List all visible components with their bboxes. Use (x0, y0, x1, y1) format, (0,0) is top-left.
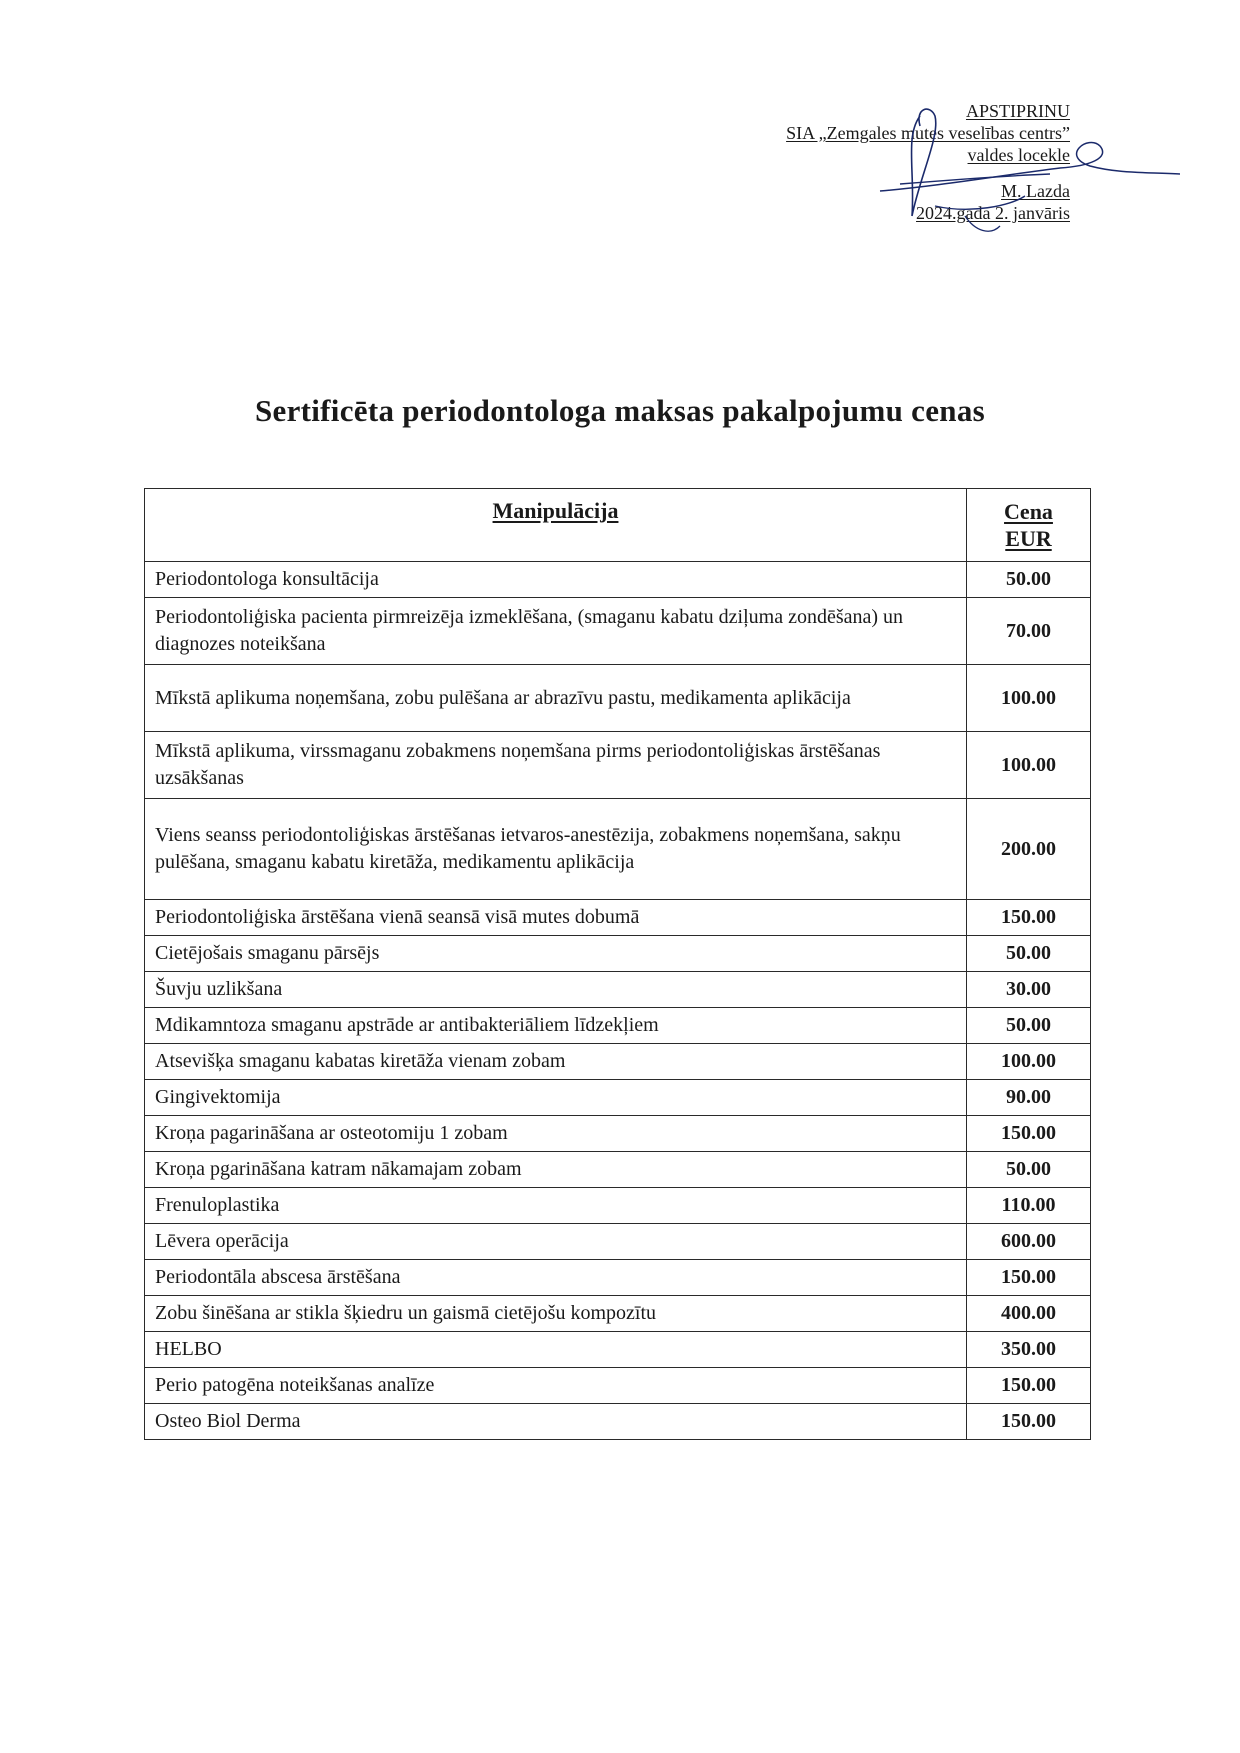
service-price: 200.00 (967, 799, 1091, 900)
service-price: 110.00 (967, 1188, 1091, 1224)
service-price: 30.00 (967, 972, 1091, 1008)
table-row (145, 598, 1091, 665)
service-price: 50.00 (967, 936, 1091, 972)
approval-heading: APSTIPRINU (965, 101, 1070, 121)
service-name: Gingivektomija (145, 1080, 967, 1116)
header-price-currency: EUR (1005, 526, 1052, 551)
table-row (145, 972, 1091, 1008)
service-name: Frenuloplastika (145, 1188, 967, 1224)
table-row (145, 1080, 1091, 1116)
table-row (145, 1260, 1091, 1296)
service-price: 90.00 (967, 1080, 1091, 1116)
table-row (145, 562, 1091, 598)
handwritten-signature (860, 96, 1180, 246)
approval-role: valdes loceklе (967, 145, 1070, 165)
service-price: 150.00 (967, 1260, 1091, 1296)
table-row (145, 1188, 1091, 1224)
table-row (145, 900, 1091, 936)
service-name: Šuvju uzlikšana (145, 972, 967, 1008)
service-price: 400.00 (967, 1296, 1091, 1332)
service-price: 600.00 (967, 1224, 1091, 1260)
service-name: Periodontoliģiska ārstēšana vienā seansā visā mutes dobumā (145, 900, 967, 936)
service-name: Periodontologa konsultācija (145, 562, 967, 598)
service-name: Cietējošais smaganu pārsējs (145, 936, 967, 972)
service-name: Periodontoliģiska pacienta pirmreizēja izmeklēšana, (smaganu kabatu dziļuma zondēšana) un diagnozes noteikšana (145, 598, 967, 665)
table-row (145, 1368, 1091, 1404)
header-manipulation: Manipulācija (145, 489, 967, 562)
table-row (145, 1224, 1091, 1260)
header-price-label: Cena (1004, 499, 1053, 524)
table-header-row (145, 489, 1091, 562)
price-table (144, 488, 1091, 1440)
service-price: 150.00 (967, 1404, 1091, 1440)
approval-name: M. Lazda (1001, 181, 1070, 201)
service-name: Mdikamntoza smaganu apstrāde ar antibakteriāliem līdzekļiem (145, 1008, 967, 1044)
service-price: 350.00 (967, 1332, 1091, 1368)
table-row (145, 1116, 1091, 1152)
table-row (145, 1332, 1091, 1368)
header-price (967, 489, 1091, 562)
table-row (145, 665, 1091, 732)
service-price: 150.00 (967, 1116, 1091, 1152)
service-name: Zobu šinēšana ar stikla šķiedru un gaismā cietējošu kompozītu (145, 1296, 967, 1332)
table-row (145, 1008, 1091, 1044)
service-price: 50.00 (967, 1008, 1091, 1044)
service-name: Lēvera operācija (145, 1224, 967, 1260)
table-row (145, 799, 1091, 900)
service-price: 100.00 (967, 1044, 1091, 1080)
service-price: 70.00 (967, 598, 1091, 665)
table-row (145, 1044, 1091, 1080)
approval-date: 2024.gada 2. janvāris (916, 203, 1070, 223)
table-row (145, 732, 1091, 799)
service-name: Kroņa pagarināšana ar osteotomiju 1 zobam (145, 1116, 967, 1152)
service-price: 50.00 (967, 562, 1091, 598)
service-price: 150.00 (967, 900, 1091, 936)
service-name: Mīkstā aplikuma, virssmaganu zobakmens noņemšana pirms periodontoliģiskas ārstēšanas uzsākšanas (145, 732, 967, 799)
service-name: Periodontāla abscesa ārstēšana (145, 1260, 967, 1296)
service-name: Atsevišķa smaganu kabatas kiretāža vienam zobam (145, 1044, 967, 1080)
service-price: 100.00 (967, 665, 1091, 732)
table-row (145, 936, 1091, 972)
service-price: 150.00 (967, 1368, 1091, 1404)
service-name: Mīkstā aplikuma noņemšana, zobu pulēšana ar abrazīvu pastu, medikamenta aplikācija (145, 665, 967, 732)
table-row (145, 1404, 1091, 1440)
service-name: Osteo Biol Derma (145, 1404, 967, 1440)
service-name: Viens seanss periodontoliģiskas ārstēšanas ietvaros-anestēzija, zobakmens noņemšana, sakņu pulēšana, smaganu kabatu kiretāža, medikamentu aplikācija (145, 799, 967, 900)
approval-company: SIA „Zemgales mutes veselības centrs” (786, 123, 1070, 143)
service-price: 50.00 (967, 1152, 1091, 1188)
table-row (145, 1296, 1091, 1332)
service-price: 100.00 (967, 732, 1091, 799)
service-name: HELBO (145, 1332, 967, 1368)
service-name: Kroņa pgarināšana katram nākamajam zobam (145, 1152, 967, 1188)
service-name: Perio patogēna noteikšanas analīze (145, 1368, 967, 1404)
table-row (145, 1152, 1091, 1188)
page-title: Sertificēta periodontologa maksas pakalpojumu cenas (254, 393, 986, 428)
